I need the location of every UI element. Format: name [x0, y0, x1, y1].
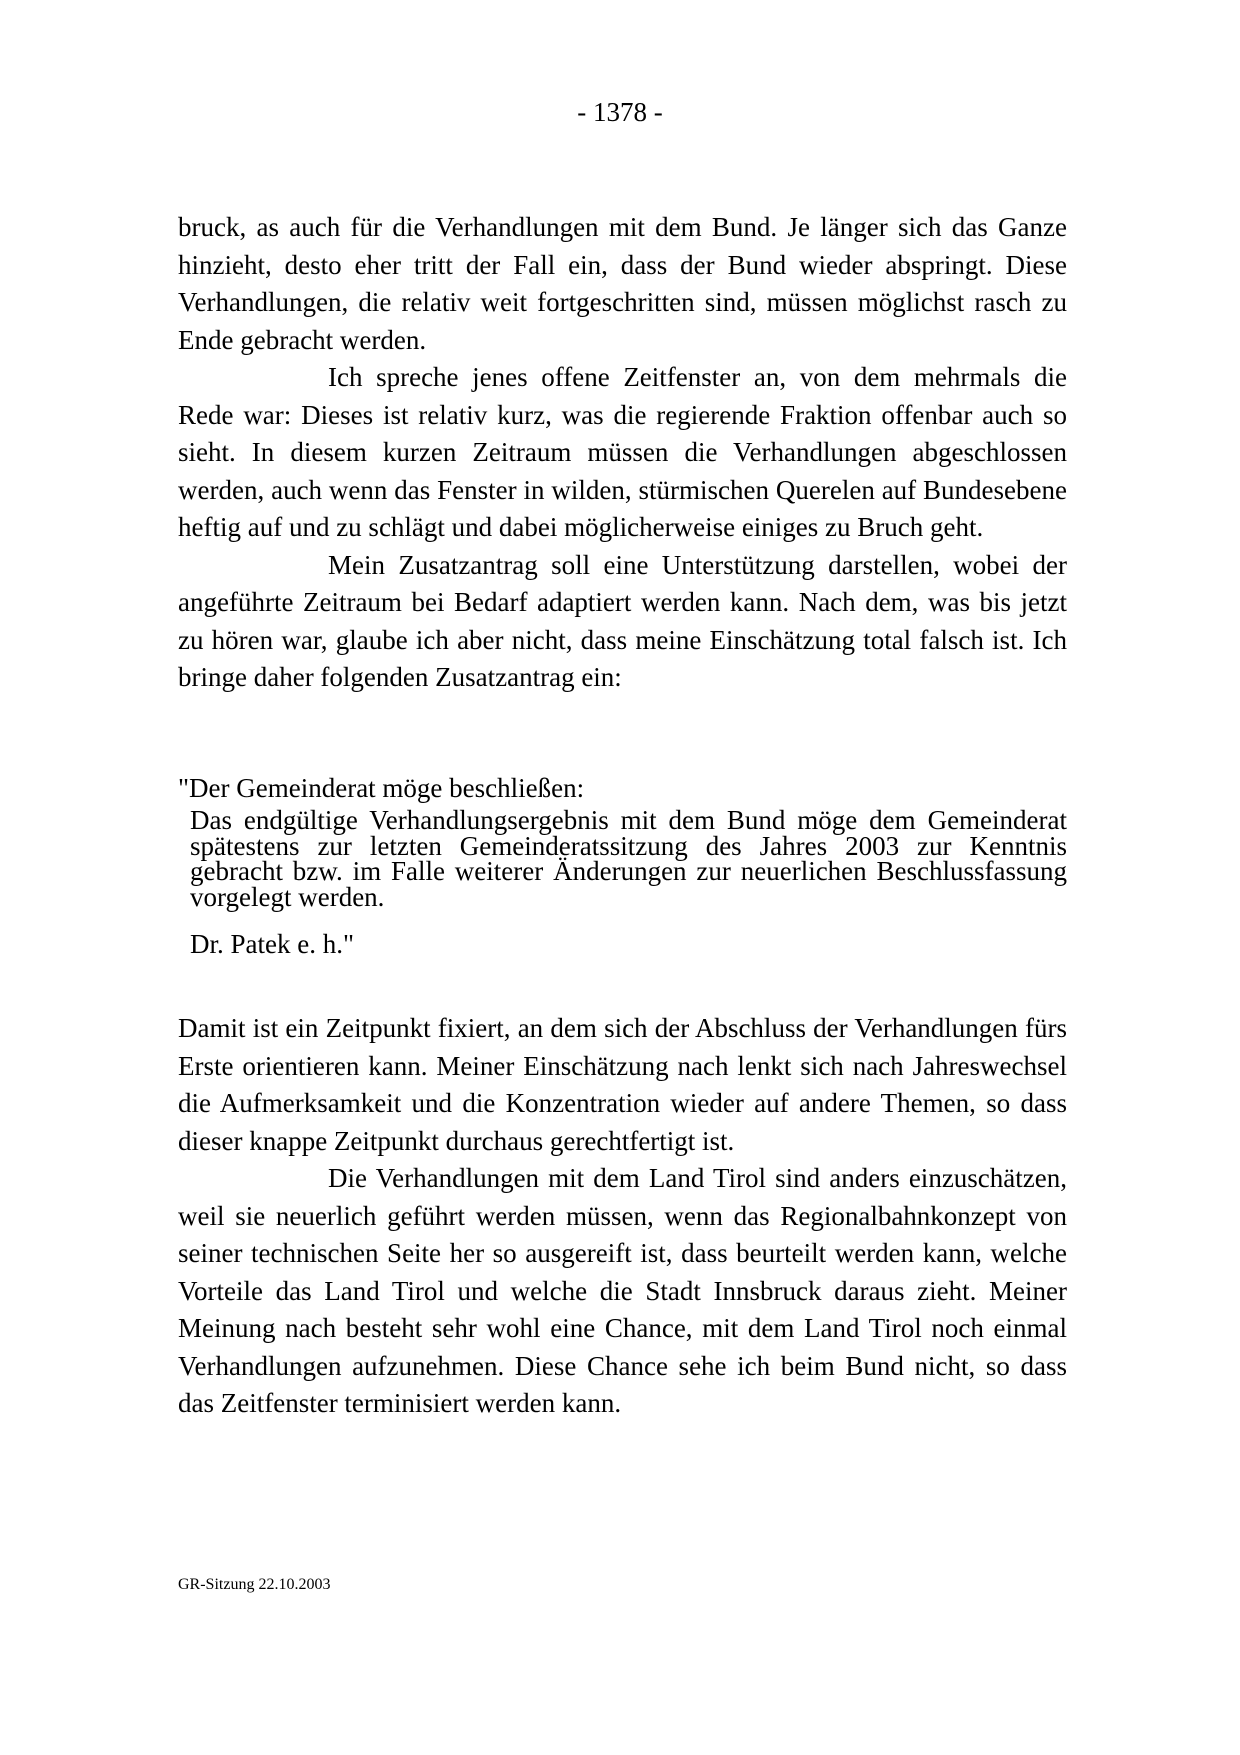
- footer-session-date: GR-Sitzung 22.10.2003: [178, 1576, 331, 1593]
- paragraph: Mein Zusatzantrag soll eine Unterstützung darstellen, wobei der angeführte Zeitraum bei Bedarf adaptiert werden kann. Nach dem, was bis jetzt zu hören war, glaube ich aber nicht, dass meine Einschätzung total falsch ist. Ich bringe daher folgenden Zusatzantrag ein:: [178, 549, 1067, 692]
- paragraph: Ich spreche jenes offene Zeitfenster an, von dem mehrmals die Rede war: Dieses ist relativ kurz, was die regierende Fraktion offenbar auch so sieht. In diesem kurzen Zeitraum müssen die Verhandlungen abgeschlossen werden, auch wenn das Fenster in wilden, stürmischen Querelen auf Bundesebene heftig auf und zu schlägt und dabei möglicherweise einiges zu Bruch geht.: [178, 362, 1067, 542]
- quote-signature: Dr. Patek e. h.": [190, 929, 354, 959]
- paragraph: Damit ist ein Zeitpunkt fixiert, an dem sich der Abschluss der Verhandlungen fürs Erste orientieren kann. Meiner Einschätzung nach lenkt sich nach Jahreswechsel die Aufmerksamkeit und die Konzentration wieder auf andere Themen, so dass dieser knappe Zeitpunkt durchaus gerechtfertigt ist.: [178, 1013, 1067, 1156]
- body-text-bottom: [178, 1010, 1067, 1423]
- quote-intro: [178, 770, 1067, 808]
- body-text-top: [178, 209, 1067, 697]
- quote-block: [190, 805, 1067, 912]
- paragraph: Die Verhandlungen mit dem Land Tirol sind anders einzuschätzen, weil sie neuerlich geführt werden müssen, wenn das Regionalbahnkonzept von seiner technischen Seite her so ausgereift ist, dass beurteilt werden kann, welche Vorteile das Land Tirol und welche die Stadt Innsbruck daraus zieht. Meiner Meinung nach besteht sehr wohl eine Chance, mit dem Land Tirol noch einmal Verhandlungen aufzunehmen. Diese Chance sehe ich beim Bund nicht, so dass das Zeitfenster terminisiert werden kann.: [178, 1163, 1067, 1418]
- quote-text: Das endgültige Verhandlungsergebnis mit dem Bund möge dem Gemeinderat spätestens zur letzten Gemeinderatssitzung des Jahres 2003 zur Kenntnis gebracht bzw. im Falle weiterer Änderungen zur neuerlichen Beschlussfassung vorgelegt werden.: [190, 805, 1067, 912]
- page-number: - 1378 -: [577, 97, 663, 127]
- quote-intro-text: "Der Gemeinderat möge beschließen:: [178, 773, 585, 803]
- paragraph: bruck, as auch für die Verhandlungen mit dem Bund. Je länger sich das Ganze hinzieht, desto eher tritt der Fall ein, dass der Bund wieder abspringt. Diese Verhandlungen, die relativ weit fortgeschritten sind, müssen möglichst rasch zu Ende gebracht werden.: [178, 212, 1067, 355]
